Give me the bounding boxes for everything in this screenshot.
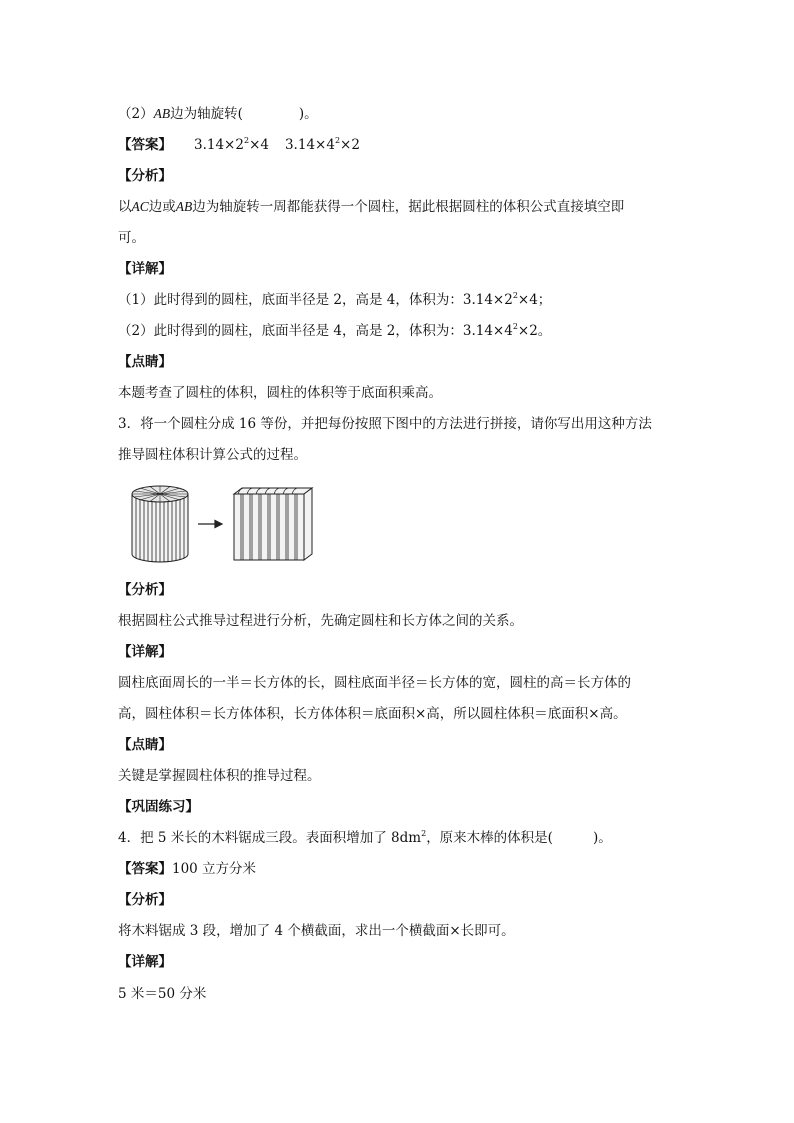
text: AC [131,199,149,214]
text: )。 [298,106,318,122]
paragraph-line: 可。 [118,230,145,246]
text: ×2。 [517,323,552,339]
answer-label: 【答案】 [118,861,172,877]
superscript: 2 [421,828,427,838]
superscript: 2 [512,290,518,300]
section-heading: 【详解】 [118,644,172,660]
text: ，原来木棒的体积是( [426,830,553,846]
cuboid-figure [234,488,312,560]
text: ×4 [249,137,269,153]
paragraph-line: 高，圆柱体积＝长方体体积，长方体体积＝底面积×高，所以圆柱体积＝底面积×高。 [118,706,627,722]
section-heading: 【分析】 [118,892,172,908]
text: )。 [592,830,612,846]
cylinder-figure [132,486,188,562]
text: 3.14×2 [194,137,244,153]
text: AB [175,199,193,214]
paragraph-line [118,290,551,310]
text: （2） [118,106,154,122]
text: （1）此时得到的圆柱，底面半径是 2，高是 4，体积为：3.14×2 [118,292,513,308]
paragraph-line: 5 米＝50 分米 [118,986,207,1002]
answer-line-2 [118,104,318,124]
answer-row [118,859,256,879]
paragraph-line: 将木料锯成 3 段，增加了 4 个横截面，求出一个横截面×长即可。 [118,923,515,939]
superscript: 2 [512,321,518,331]
answer-label: 【答案】 [118,137,172,153]
text: ×2 [340,137,360,153]
section-heading: 【点睛】 [118,354,172,370]
section-heading-practice: 【巩固练习】 [118,799,199,815]
text: 3.14×4 [284,137,335,153]
text: 边或 [148,199,176,215]
section-heading: 【分析】 [118,168,172,184]
question-3: 3．将一个圆柱分成 16 等份，并把每份按照下图中的方法进行拼接，请你写出用这种方法 [118,416,652,432]
paragraph-line: 关键是掌握圆柱体积的推导过程。 [118,768,321,784]
paragraph-line: 圆柱底面周长的一半＝长方体的长，圆柱底面半径＝长方体的宽，圆柱的高＝长方体的 [118,675,631,691]
paragraph-line [118,197,624,217]
section-heading: 【详解】 [118,954,172,970]
cylinder-to-cuboid-figure [126,478,326,568]
text: 以 [118,199,132,215]
text: AB [153,106,171,121]
section-heading: 【详解】 [118,261,172,277]
superscript: 2 [243,135,250,145]
superscript: 2 [334,135,341,145]
text: （2）此时得到的圆柱，底面半径是 4，高是 2，体积为：3.14×4 [118,323,513,339]
paragraph-line: 推导圆柱体积计算公式的过程。 [118,447,307,463]
paragraph-line: 根据圆柱公式推导过程进行分析，先确定圆柱和长方体之间的关系。 [118,613,523,629]
paragraph-line [118,321,551,341]
section-heading: 【分析】 [118,582,172,598]
text: ×4； [517,292,552,308]
text: 边为轴旋转一周都能获得一个圆柱，据此根据圆柱的体积公式直接填空即 [192,199,625,215]
paragraph-line: 本题考查了圆柱的体积，圆柱的体积等于底面积乘高。 [118,385,442,401]
text: 边为轴旋转( [170,106,243,122]
text: 4．把 5 米长的木料锯成三段。表面积增加了 8dm [118,830,422,846]
section-heading: 【点睛】 [118,737,172,753]
answer-row [118,135,360,155]
question-4 [118,828,612,848]
answer-value: 100 立方分米 [172,861,257,877]
arrow-icon [198,521,222,528]
